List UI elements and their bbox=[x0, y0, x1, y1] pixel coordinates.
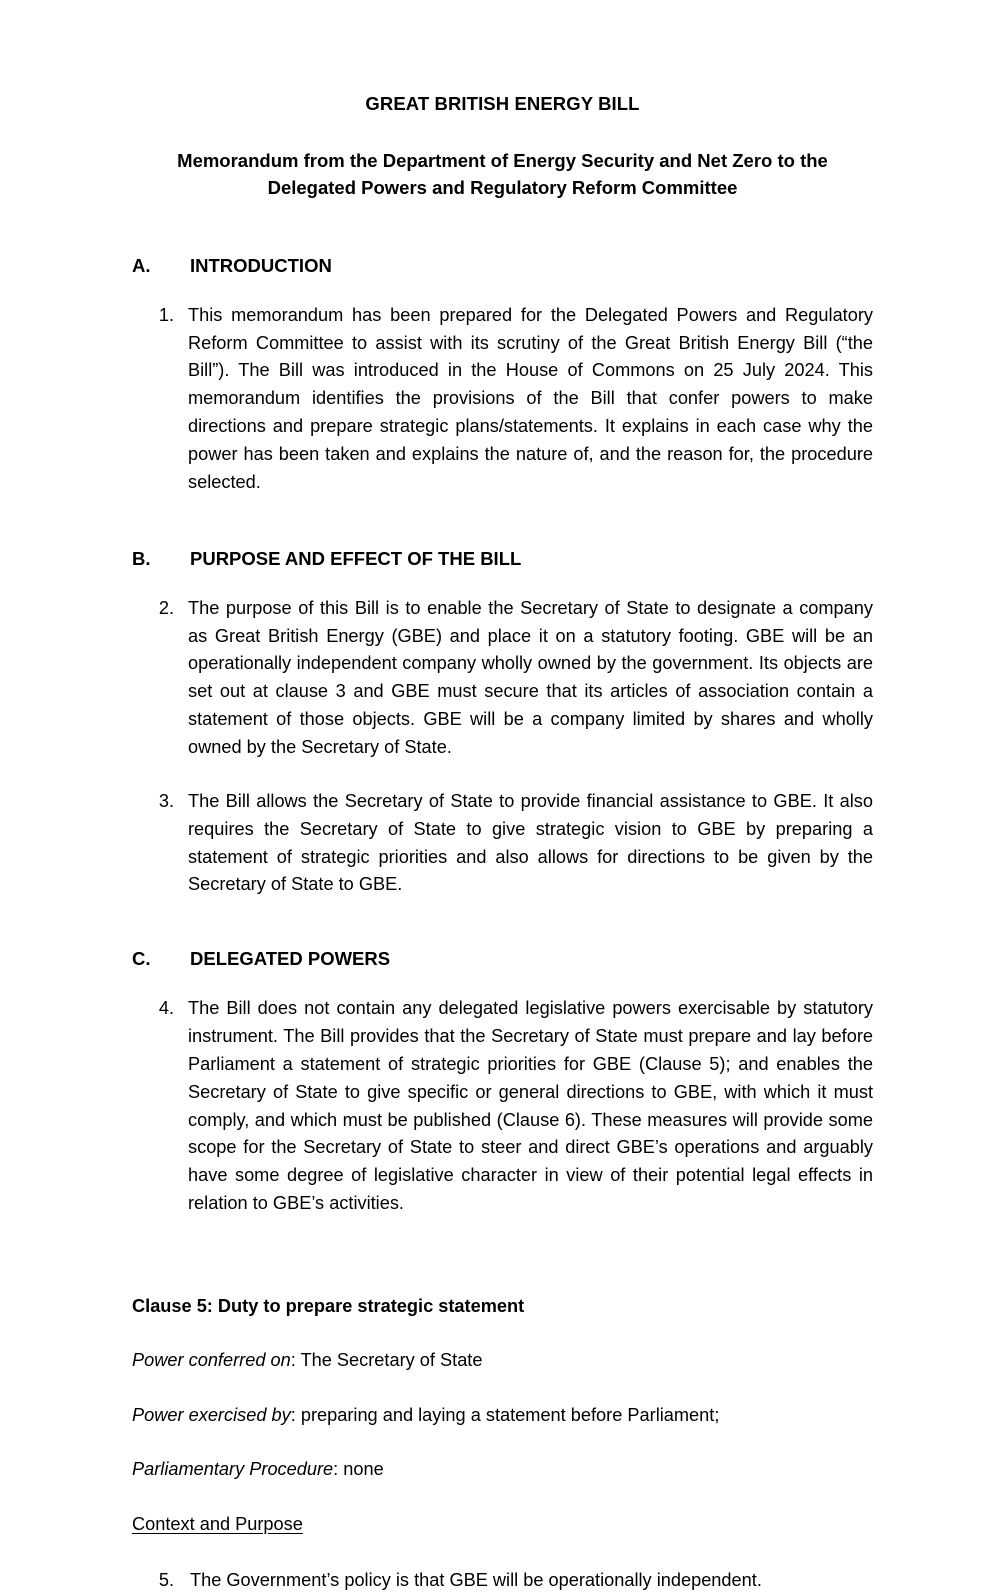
section-title-a: INTRODUCTION bbox=[190, 254, 332, 276]
section-heading-a bbox=[132, 254, 873, 278]
paragraph-number-2: 2. bbox=[158, 597, 174, 618]
page-content bbox=[132, 0, 873, 1595]
section-title-c: DELEGATED POWERS bbox=[190, 948, 391, 970]
section-letter-b: B. bbox=[132, 547, 151, 569]
paragraph-text-5: The Government’s policy is that GBE will be operationally independent. bbox=[190, 1570, 762, 1591]
section-heading-c bbox=[132, 947, 873, 971]
paragraph-number-5: 5. bbox=[158, 1570, 174, 1591]
section-heading-b bbox=[132, 547, 873, 571]
paragraph-text-1: This memorandum has been prepared for the Delegated Powers and Regulatory Reform Committee to assist with its scrutiny of the Great British Energy Bill (“the Bill”). The Bill was introduced in the House of Commons on 25 July 2024. This memorandum identifies the provisions of the Bill that confer powers to make directions and prepare strategic plans/statements. It explains in each case why the power has been taken and explains the nature of, and the reason for, the procedure selected. bbox=[188, 304, 873, 492]
paragraph-number-1: 1. bbox=[158, 304, 174, 325]
section-letter-c: C. bbox=[132, 948, 151, 970]
clause-5-block bbox=[132, 1294, 873, 1595]
paragraph-text-2: The purpose of this Bill is to enable the Secretary of State to designate a company as Great British Energy (GBE) and place it on a statutory footing. GBE will be an operationally independent company wholly owned by the government. Its objects are set out at clause 3 and GBE must secure that its articles of association contain a statement of those objects. GBE will be a company limited by shares and wholly owned by the Secretary of State. bbox=[188, 597, 873, 757]
paragraph-5 bbox=[132, 1567, 873, 1595]
clause-5-heading: Clause 5: Duty to prepare strategic statement bbox=[132, 1295, 525, 1316]
power-conferred-on-label: Power conferred on bbox=[132, 1350, 291, 1371]
paragraph-text-4: The Bill does not contain any delegated legislative powers exercisable by statutory instrument. The Bill provides that the Secretary of State must prepare and lay before Parliament a statement of strategic priorities for GBE (Clause 5); and enables the Secretary of State to give specific or general directions to GBE, with which it must comply, and which must be published (Clause 6). These measures will provide some scope for the Secretary of State to steer and direct GBE’s operations and arguably have some degree of legislative character in view of their potential legal effects in relation to GBE’s activities. bbox=[188, 998, 873, 1214]
paragraph-1 bbox=[132, 302, 873, 497]
power-conferred-on-line bbox=[132, 1319, 873, 1373]
context-and-purpose-heading bbox=[132, 1483, 873, 1537]
context-and-purpose-label: Context and Purpose bbox=[132, 1513, 303, 1534]
paragraph-3 bbox=[132, 788, 873, 899]
paragraph-4 bbox=[132, 995, 873, 1218]
parliamentary-procedure-label: Parliamentary Procedure bbox=[132, 1459, 334, 1480]
document-title: GREAT BRITISH ENERGY BILL bbox=[365, 93, 640, 114]
parliamentary-procedure-value: : none bbox=[333, 1459, 384, 1480]
section-letter-a: A. bbox=[132, 254, 151, 276]
power-exercised-by-value: : preparing and laying a statement before Parliament; bbox=[290, 1404, 720, 1425]
power-exercised-by-label: Power exercised by bbox=[132, 1404, 291, 1425]
power-conferred-on-value: : The Secretary of State bbox=[290, 1350, 483, 1371]
power-exercised-by-line bbox=[132, 1374, 873, 1428]
paragraph-number-4: 4. bbox=[158, 998, 174, 1019]
paragraph-text-3: The Bill allows the Secretary of State to provide financial assistance to GBE. It also requires the Secretary of State to give strategic vision to GBE by preparing a statement of strategic priorities and also allows for directions to be given by the Secretary of State to GBE. bbox=[188, 790, 873, 895]
parliamentary-procedure-line bbox=[132, 1428, 873, 1482]
document-subtitle: Memorandum from the Department of Energy Security and Net Zero to the Delegated Powers and Regulatory Reform Committee bbox=[177, 150, 828, 198]
paragraph-2 bbox=[132, 595, 873, 762]
section-title-b: PURPOSE AND EFFECT OF THE BILL bbox=[190, 547, 522, 569]
paragraph-number-3: 3. bbox=[158, 790, 174, 811]
